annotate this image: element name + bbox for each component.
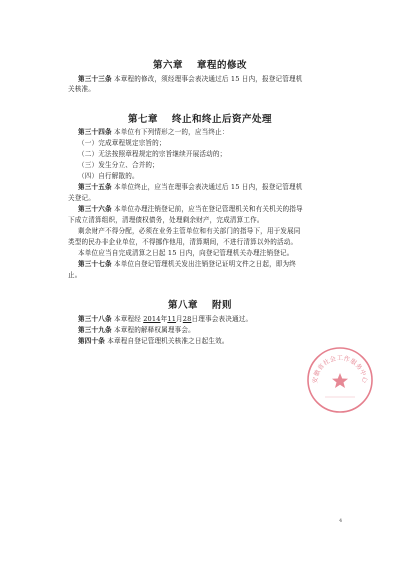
- article-38-text-d: 日理事会表决通过。: [191, 315, 253, 323]
- article-36-line-3: 类型的民办非企业单位，不得挪作他用，清算期间，不进行清算以外的活动。: [68, 238, 298, 246]
- article-34-item-2: （二）无法按照章程规定的宗旨继续开展活动的；: [78, 150, 227, 158]
- article-33: [78, 75, 303, 83]
- article-34-label: 第三十四条: [78, 128, 112, 136]
- article-37-label: 第三十七条: [78, 260, 112, 268]
- article-39-text: 本章程的解释权属理事会。: [113, 326, 195, 334]
- page-number: 4: [339, 518, 343, 524]
- chapter-6-number: 第六章: [152, 60, 183, 71]
- article-36-line-2: 剩余财产不得分配，必须在业务主管单位和有关部门的指导下，用于发展同: [78, 227, 301, 235]
- article-33-label: 第三十三条: [78, 75, 112, 83]
- chapter-6-title: 章程的修改: [197, 60, 248, 71]
- article-33-cont: 关核准。: [68, 85, 95, 93]
- chapter-7-heading: [0, 111, 400, 125]
- seal-star-icon: [332, 373, 348, 388]
- article-34-item-3: （三）发生分立、合并的；: [78, 161, 159, 169]
- article-36-text: 本单位办理注销登记前，应当在登记管理机关和有关机关的指导: [113, 205, 303, 213]
- article-35-label: 第三十五条: [78, 183, 112, 191]
- article-35: [78, 183, 303, 191]
- article-38-text-a: 本章程经: [113, 315, 141, 323]
- article-39-label: 第三十九条: [78, 326, 112, 334]
- article-38-label: 第三十八条: [78, 315, 112, 323]
- article-34-item-1: （一）完成章程规定宗旨的；: [78, 139, 166, 147]
- article-34-text: 本单位有下列情形之一的，应当终止：: [113, 128, 229, 136]
- article-38-month: 11: [167, 315, 177, 323]
- article-35-cont: 关登记。: [68, 194, 95, 202]
- official-seal: [305, 345, 375, 415]
- chapter-6-heading: [0, 57, 400, 71]
- article-37-text: 本单位自登记管理机关发出注销登记证明文件之日起，即为终: [113, 260, 297, 268]
- chapter-7-number: 第七章: [127, 114, 158, 125]
- chapter-7-title: 终止和终止后资产处理: [172, 114, 273, 125]
- chapter-8-heading: [0, 297, 400, 311]
- article-34: [78, 128, 229, 136]
- article-39: [78, 326, 195, 334]
- article-40-text: 本章程自登记管理机关核准之日起生效。: [107, 337, 229, 345]
- article-37: [78, 260, 296, 268]
- article-34-item-4: （四）自行解散的。: [78, 172, 139, 180]
- article-36-label: 第三十六条: [78, 205, 112, 213]
- article-38-year: 2014: [143, 315, 161, 323]
- article-36: [78, 205, 303, 213]
- article-35-text: 本单位终止，应当在理事会表决通过后 15 日内，报登记管理机: [113, 183, 303, 191]
- article-38-text-b: 年: [160, 315, 168, 323]
- article-38-text-c: 月: [176, 315, 183, 323]
- chapter-8-title: 附则: [212, 300, 233, 311]
- article-36-line-1: 下成立清算组织，清理债权债务，处理剩余财产，完成清算工作。: [68, 216, 264, 224]
- article-38: [78, 315, 252, 323]
- article-33-text: 本章程的修改，须经理事会表决通过后 15 日内，报登记管理机: [113, 75, 303, 83]
- article-37-cont: 止。: [68, 271, 82, 279]
- article-38-day: 28: [182, 315, 192, 323]
- article-40: [78, 337, 229, 345]
- article-40-label: 第四十条: [78, 337, 105, 345]
- seal-lettering: 安徽省社会工作服务中心: [311, 355, 369, 384]
- chapter-8-number: 第八章: [167, 300, 198, 311]
- article-36-line-4: 本单位应当自完成清算之日起 15 日内，向登记管理机关办理注销登记。: [78, 249, 294, 257]
